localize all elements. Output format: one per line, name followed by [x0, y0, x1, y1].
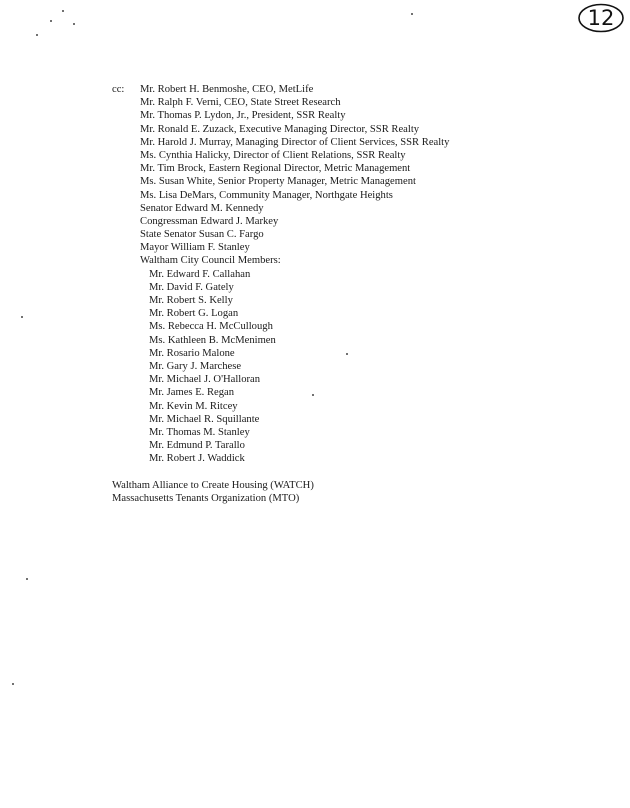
council-member: Mr. Robert S. Kelly — [149, 295, 233, 306]
cc-recipient: Ms. Cynthia Halicky, Director of Client Relations, SSR Realty — [140, 149, 406, 161]
cc-recipient: Mr. Robert H. Benmoshe, CEO, MetLife — [140, 84, 314, 95]
cc-recipient: State Senator Susan C. Fargo — [140, 229, 264, 241]
cc-recipient: Mayor William F. Stanley — [140, 242, 250, 254]
scan-speck — [50, 20, 52, 22]
cc-recipient: Mr. Tim Brock, Eastern Regional Director, Metric Management — [140, 163, 411, 175]
cc-recipient: Congressman Edward J. Markey — [140, 215, 279, 227]
council-heading: Waltham City Council Members: — [140, 255, 281, 267]
council-block — [140, 268, 449, 466]
cc-recipient: Mr. Ronald E. Zuzack, Executive Managing Director, SSR Realty — [140, 123, 420, 135]
council-member: Mr. James E. Regan — [149, 387, 235, 399]
page-number — [576, 2, 626, 34]
council-member: Mr. Robert J. Waddick — [149, 453, 245, 465]
scan-speck — [73, 23, 75, 25]
council-member-list — [140, 268, 449, 466]
scan-speck — [411, 13, 413, 15]
cc-recipient-list — [140, 83, 449, 465]
cc-recipient: Mr. Harold J. Murray, Managing Director of Client Services, SSR Realty — [140, 136, 450, 148]
organization: Waltham Alliance to Create Housing (WATCH) — [112, 480, 314, 491]
scan-speck — [12, 683, 14, 685]
council-member: Mr. Edmund P. Tarallo — [149, 440, 245, 452]
cc-recipient: Ms. Lisa DeMars, Community Manager, Northgate Heights — [140, 189, 393, 201]
scan-speck — [26, 578, 28, 580]
cc-label: cc: — [112, 84, 125, 95]
council-member: Mr. David F. Gately — [149, 281, 234, 293]
council-member: Ms. Rebecca H. McCullough — [149, 321, 273, 333]
council-member: Mr. Rosario Malone — [149, 347, 235, 359]
scan-speck — [62, 10, 64, 12]
organization: Massachusetts Tenants Organization (MTO) — [112, 493, 300, 505]
page-number-text: 12 — [587, 6, 615, 30]
scan-speck — [21, 316, 23, 318]
scan-speck — [36, 34, 38, 36]
council-member: Mr. Michael J. O'Halloran — [149, 374, 261, 386]
council-member: Mr. Kevin M. Ritcey — [149, 400, 238, 412]
cc-recipient: Mr. Ralph F. Verni, CEO, State Street Research — [140, 97, 341, 109]
council-member: Mr. Edward F. Callahan — [149, 268, 251, 280]
cc-recipient: Senator Edward M. Kennedy — [140, 202, 264, 214]
council-member: Mr. Gary J. Marchese — [149, 360, 242, 372]
council-member: Mr. Michael R. Squillante — [149, 413, 260, 425]
council-member: Ms. Kathleen B. McMenimen — [149, 334, 276, 346]
organization-list — [112, 479, 314, 505]
council-member: Mr. Robert G. Logan — [149, 308, 239, 320]
cc-recipient: Ms. Susan White, Senior Property Manager, Metric Management — [140, 176, 416, 188]
cc-recipient: Mr. Thomas P. Lydon, Jr., President, SSR Realty — [140, 110, 346, 122]
council-member: Mr. Thomas M. Stanley — [149, 426, 250, 438]
